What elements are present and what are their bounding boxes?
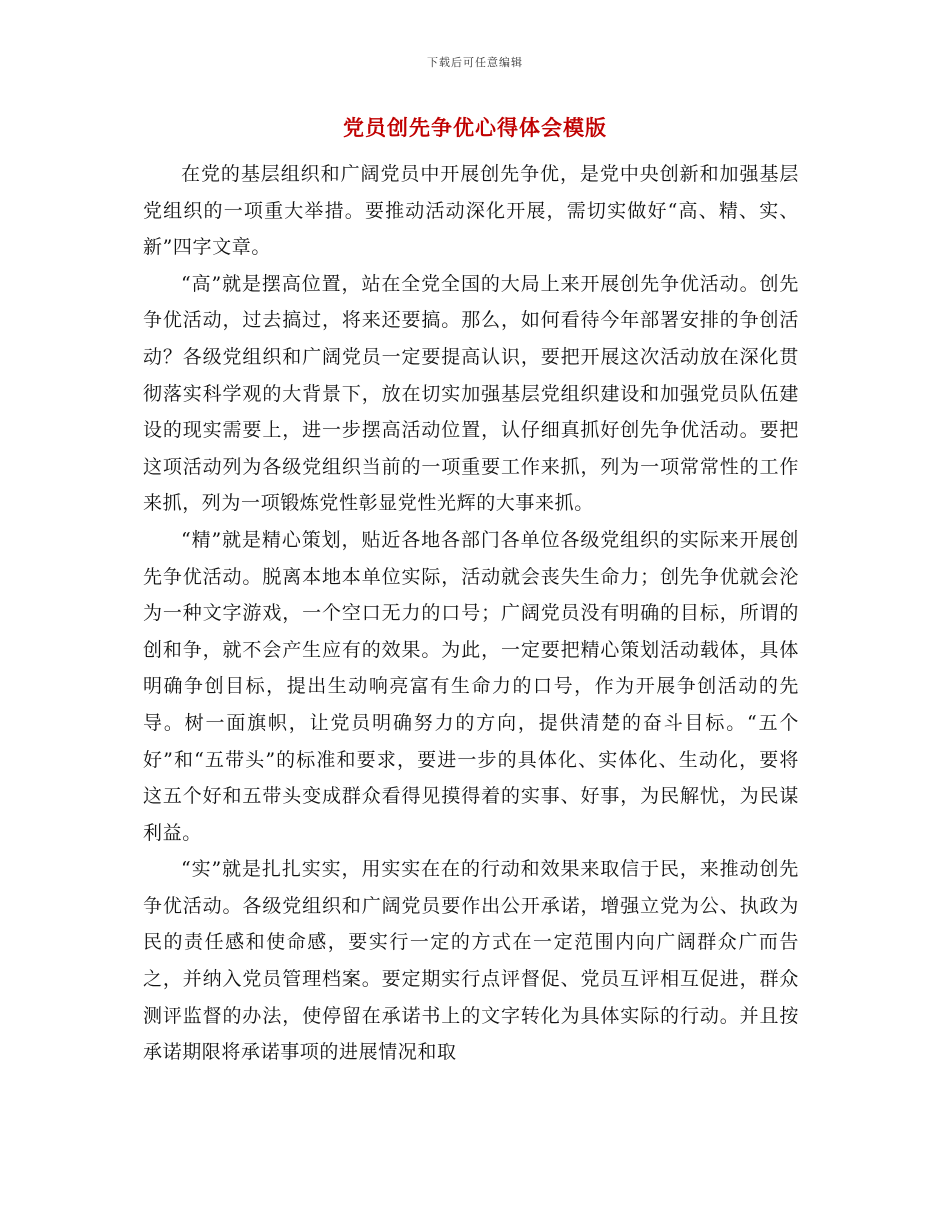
document-body	[143, 156, 799, 1071]
paragraph-gao: “高”就是摆高位置，站在全党全国的大局上来开展创先争优活动。创先争优活动，过去搞过，将来还要搞。那么，如何看待今年部署安排的争创活动？各级党组织和广阔党员一定要提高认识，要把开展这次活动放在深化贯彻落实科学观的大背景下，放在切实加强基层党组织建设和加强党员队伍建设的现实需要上，进一步摆高活动位置，认仔细真抓好创先争优活动。要把这项活动列为各级党组织当前的一项重要工作来抓，列为一项常常性的工作来抓，列为一项锻炼党性彰显党性光辉的大事来抓。	[143, 272, 799, 515]
document-title: 党员创先争优心得体会模版	[343, 115, 607, 140]
paragraph-jing: “精”就是精心策划，贴近各地各部门各单位各级党组织的实际来开展创先争优活动。脱离本地本单位实际，活动就会丧失生命力；创先争优就会沦为一种文字游戏，一个空口无力的口号；广阔党员没有明确的目标，所谓的创和争，就不会产生应有的效果。为此，一定要把精心策划活动载体，具体明确争创目标，提出生动响亮富有生命力的口号，作为开展争创活动的先导。树一面旗帜，让党员明确努力的方向，提供清楚的奋斗目标。“五个好”和“五带头”的标准和要求，要进一步的具体化、实体化、生动化，要将这五个好和五带头变成群众看得见摸得着的实事、好事，为民解忧，为民谋利益。	[143, 528, 799, 844]
paragraph-intro: 在党的基层组织和广阔党员中开展创先争优，是党中央创新和加强基层党组织的一项重大举措。要推动活动深化开展，需切实做好“高、精、实、新”四字文章。	[143, 163, 799, 259]
paragraph-shi: “实”就是扎扎实实，用实实在在的行动和效果来取信于民，来推动创先争优活动。各级党组织和广阔党员要作出公开承诺，增强立党为公、执政为民的责任感和使命感，要实行一定的方式在一定范围内向广阔群众广而告之，并纳入党员管理档案。要定期实行点评督促、党员互评相互促进，群众测评监督的办法，使停留在承诺书上的文字转化为具体实际的行动。并且按承诺期限将承诺事项的进展情况和取	[143, 858, 799, 1064]
header-note: 下载后可任意编辑	[427, 56, 523, 69]
